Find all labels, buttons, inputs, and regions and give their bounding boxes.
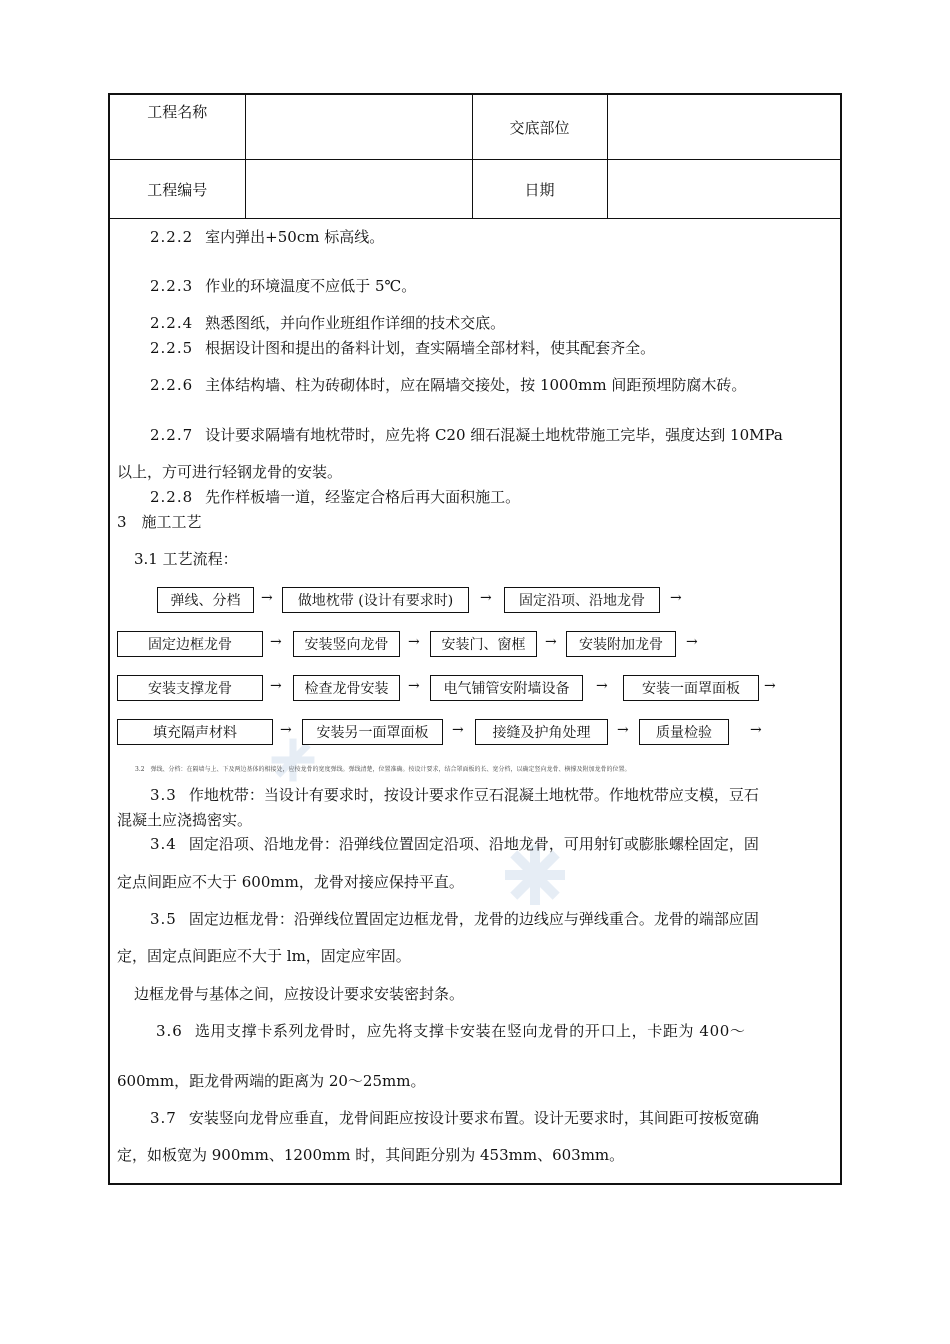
flow-step-2: 做地枕带 (设计有要求时): [282, 587, 469, 613]
para-3-7: 3.7 安装竖向龙骨应垂直，龙骨间距应按设计要求布置。设计无要求时，其间距可按板宽确: [150, 1109, 759, 1127]
para-3-5-cont: 定，固定点间距应不大于 lm，固定应牢固。: [117, 947, 411, 965]
para-3-4-cont: 定点间距应不大于 600mm，龙骨对接应保持平直。: [117, 873, 464, 891]
flow-arrow: →: [670, 590, 682, 606]
item-2-2-5: 2.2.5 根据设计图和提出的备料计划，查实隔墙全部材料，使其配套齐全。: [150, 339, 656, 357]
flow-step-10: 电气铺管安附墙设备: [430, 675, 583, 701]
project-number-label: 工程编号: [110, 160, 245, 219]
project-number-value[interactable]: [245, 160, 472, 219]
flow-step-12: 填充隔声材料: [117, 719, 273, 745]
flow-arrow: →: [596, 678, 608, 694]
flow-arrow: →: [270, 634, 282, 650]
flow-step-15: 质量检验: [639, 719, 729, 745]
flow-step-7: 安装附加龙骨: [566, 631, 676, 657]
item-2-2-7-cont: 以上，方可进行轻钢龙骨的安装。: [117, 463, 343, 481]
flow-arrow: →: [480, 590, 492, 606]
flow-arrow: →: [270, 678, 282, 694]
item-2-2-6: 2.2.6 主体结构墙、柱为砖砌体时，应在隔墙交接处，按 1000mm 间距预埋防腐木砖。: [150, 376, 747, 394]
item-2-2-7: 2.2.7 设计要求隔墙有地枕带时，应先将 C20 细石混凝土地枕带施工完毕，强度达到 10MPa: [150, 426, 783, 444]
flow-arrow: →: [764, 678, 776, 694]
flow-step-5: 安装竖向龙骨: [293, 631, 400, 657]
handover-part-value[interactable]: [607, 95, 840, 160]
flow-arrow: →: [261, 590, 273, 606]
date-value[interactable]: [607, 160, 840, 219]
para-3-6: 3.6 选用支撑卡系列龙骨时，应先将支撑卡安装在竖向龙骨的开口上，卡距为 400～: [156, 1022, 746, 1040]
section-3-title: 3 施工工艺: [117, 513, 202, 531]
flow-step-4: 固定边框龙骨: [117, 631, 263, 657]
para-3-3-cont: 混凝土应浇捣密实。: [117, 811, 253, 829]
flow-step-13: 安装另一面罩面板: [302, 719, 443, 745]
handover-part-label: 交底部位: [472, 95, 607, 160]
flow-step-14: 接缝及护角处理: [475, 719, 608, 745]
item-2-2-4: 2.2.4 熟悉图纸，并向作业班组作详细的技术交底。: [150, 314, 506, 332]
section-3-1-title: 3.1 工艺流程：: [134, 550, 238, 568]
note-3-2: 3.2 弹线、分档：在隔墙与上、下及两边基体的相接处，应按龙骨的宽度弹线。弹线清楚，位置准确。按设计要求，结合罩面板的长、宽分档，以确定竖向龙骨、横撑及附加龙骨的位置。: [135, 766, 631, 773]
flow-step-3: 固定沿项、沿地龙骨: [504, 587, 660, 613]
para-3-5-cont2: 边框龙骨与基体之间，应按设计要求安装密封条。: [134, 985, 465, 1003]
project-name-value[interactable]: [245, 95, 472, 160]
flow-step-9: 检查龙骨安装: [293, 675, 400, 701]
header-table: [110, 95, 840, 219]
item-2-2-3: 2.2.3 作业的环境温度不应低于 5℃。: [150, 277, 417, 295]
flow-arrow: →: [408, 678, 420, 694]
flow-arrow: →: [408, 634, 420, 650]
flow-arrow: →: [452, 722, 464, 738]
item-2-2-8: 2.2.8 先作样板墙一道，经鉴定合格后再大面积施工。: [150, 488, 521, 506]
flow-arrow: →: [750, 722, 762, 738]
flow-arrow: →: [686, 634, 698, 650]
flow-arrow: →: [617, 722, 629, 738]
project-name-label: 工程名称: [110, 95, 245, 160]
para-3-6-cont: 600mm，距龙骨两端的距离为 20～25mm。: [117, 1072, 426, 1090]
para-3-4: 3.4 固定沿项、沿地龙骨：沿弹线位置固定沿项、沿地龙骨，可用射钉或膨胀螺栓固定，固: [150, 835, 759, 853]
flow-arrow: →: [545, 634, 557, 650]
flow-arrow: →: [280, 722, 292, 738]
item-2-2-2: 2.2.2 室内弹出+50cm 标高线。: [150, 228, 385, 246]
flow-step-11: 安装一面罩面板: [623, 675, 759, 701]
flow-step-1: 弹线、分档: [157, 587, 254, 613]
para-3-3: 3.3 作地枕带：当设计有要求时，按设计要求作豆石混凝土地枕带。作地枕带应支模，豆石: [150, 786, 759, 804]
para-3-7-cont: 定，如板宽为 900mm、1200mm 时，其间距分别为 453mm、603mm。: [117, 1146, 625, 1164]
flow-step-6: 安装门、窗框: [430, 631, 537, 657]
flow-step-8: 安装支撑龙骨: [117, 675, 263, 701]
date-label: 日期: [472, 160, 607, 219]
para-3-5: 3.5 固定边框龙骨：沿弹线位置固定边框龙骨，龙骨的边线应与弹线重合。龙骨的端部应固: [150, 910, 759, 928]
